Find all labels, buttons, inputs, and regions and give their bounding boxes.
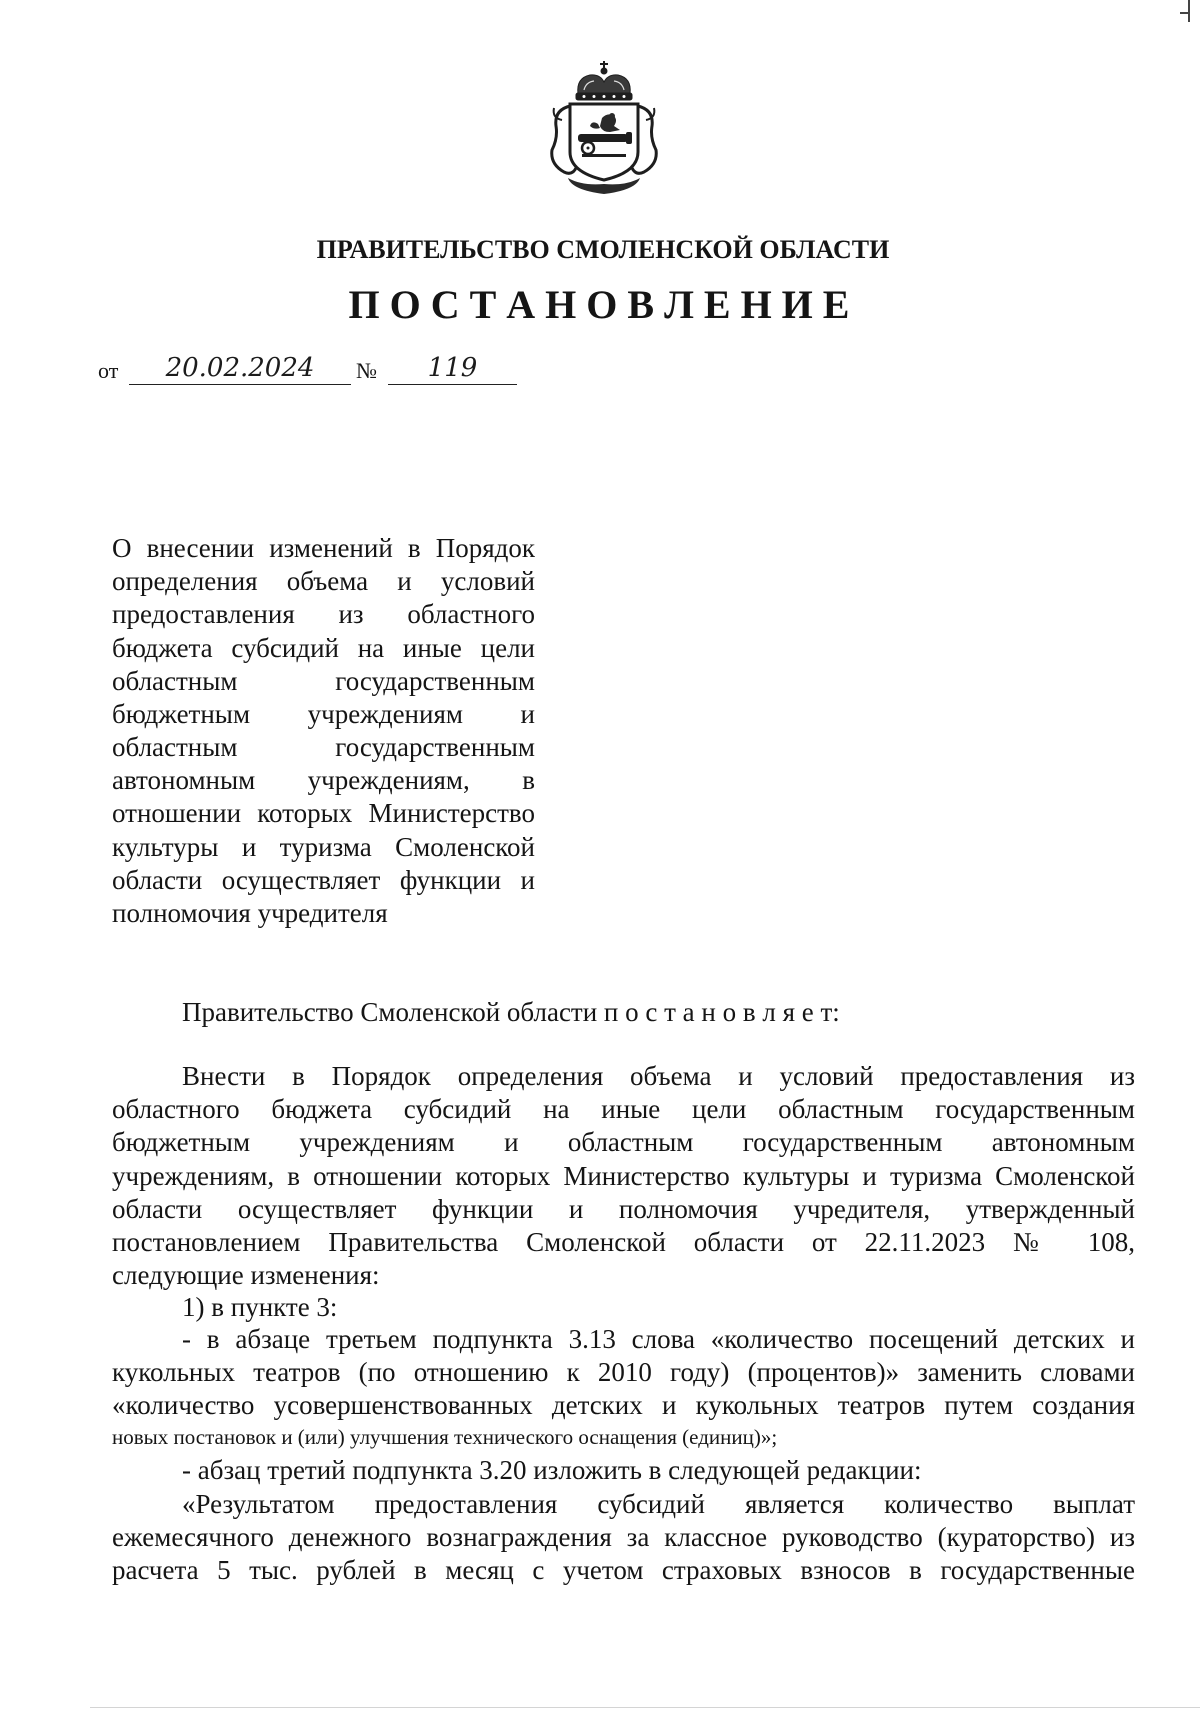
- body-line: новых постановок и (или) улучшения технического оснащения (единиц)»;: [112, 1425, 778, 1449]
- crown-icon: [576, 61, 632, 100]
- title-line: областным государственным: [112, 666, 535, 696]
- body-line: учреждениям, в отношении которых Министерство культуры и туризма Смоленской: [112, 1161, 1135, 1191]
- body-line: постановлением Правительства Смоленской области от 22.11.2023 № 108,: [112, 1227, 1135, 1257]
- organization-title: ПРАВИТЕЛЬСТВО СМОЛЕНСКОЙ ОБЛАСТИ: [316, 235, 890, 264]
- body-line: расчета 5 тыс. рублей в месяц с учетом страховых взносов в государственные: [112, 1555, 1135, 1585]
- title-line: бюджетным учреждениям и: [112, 699, 535, 729]
- body-line: бюджетным учреждениям и областным государственным автономным: [112, 1127, 1135, 1157]
- title-line: О внесении изменений в Порядок: [112, 533, 535, 563]
- body-line: «Результатом предоставления субсидий является количество выплат: [182, 1489, 1135, 1519]
- body-line: областного бюджета субсидий на иные цели областным государственным: [112, 1094, 1135, 1124]
- body-line: - в абзаце третьем подпункта 3.13 слова «количество посещений детских и: [182, 1324, 1135, 1354]
- title-line: предоставления из областного: [112, 599, 535, 629]
- body-line: «количество усовершенствованных детских и кукольных театров путем создания: [112, 1390, 1135, 1420]
- title-line: определения объема и условий: [112, 566, 535, 596]
- body-line: Внести в Порядок определения объема и условий предоставления из: [182, 1061, 1135, 1091]
- scan-edge-dash: [1180, 12, 1188, 14]
- scan-bottom-line: [90, 1707, 1200, 1708]
- body-line: - абзац третий подпункта 3.20 изложить в следующей редакции:: [182, 1455, 922, 1485]
- title-line: областным государственным: [112, 732, 535, 762]
- title-line: отношении которых Министерство: [112, 798, 535, 828]
- body-line: кукольных театров (по отношению к 2010 году) (процентов)» заменить словами: [112, 1357, 1135, 1387]
- number-sign-label: №: [356, 358, 377, 383]
- handwritten-date: 20.02.2024: [129, 352, 351, 385]
- title-line: полномочия учредителя: [112, 898, 388, 928]
- title-line: области осуществляет функции и: [112, 865, 535, 895]
- document-type-title: П О С Т А Н О В Л Е Н И Е: [348, 282, 850, 327]
- date-prefix-label: от: [98, 358, 119, 383]
- preamble-text: Правительство Смоленской области п о с т а н о в л я е т:: [182, 997, 840, 1027]
- coat-of-arms-emblem: [548, 60, 660, 196]
- title-line: культуры и туризма Смоленской: [112, 832, 535, 862]
- handwritten-number: 119: [388, 352, 517, 385]
- body-line: 1) в пункте 3:: [182, 1292, 338, 1322]
- scan-edge-mark: [1188, 0, 1190, 22]
- title-line: бюджета субсидий на иные цели: [112, 633, 535, 663]
- title-line: автономным учреждениям, в: [112, 765, 535, 795]
- body-line: следующие изменения:: [112, 1260, 380, 1290]
- body-line: ежемесячного денежного вознаграждения за классное руководство (кураторство) из: [112, 1522, 1135, 1552]
- body-line: области осуществляет функции и полномочия учредителя, утвержденный: [112, 1194, 1135, 1224]
